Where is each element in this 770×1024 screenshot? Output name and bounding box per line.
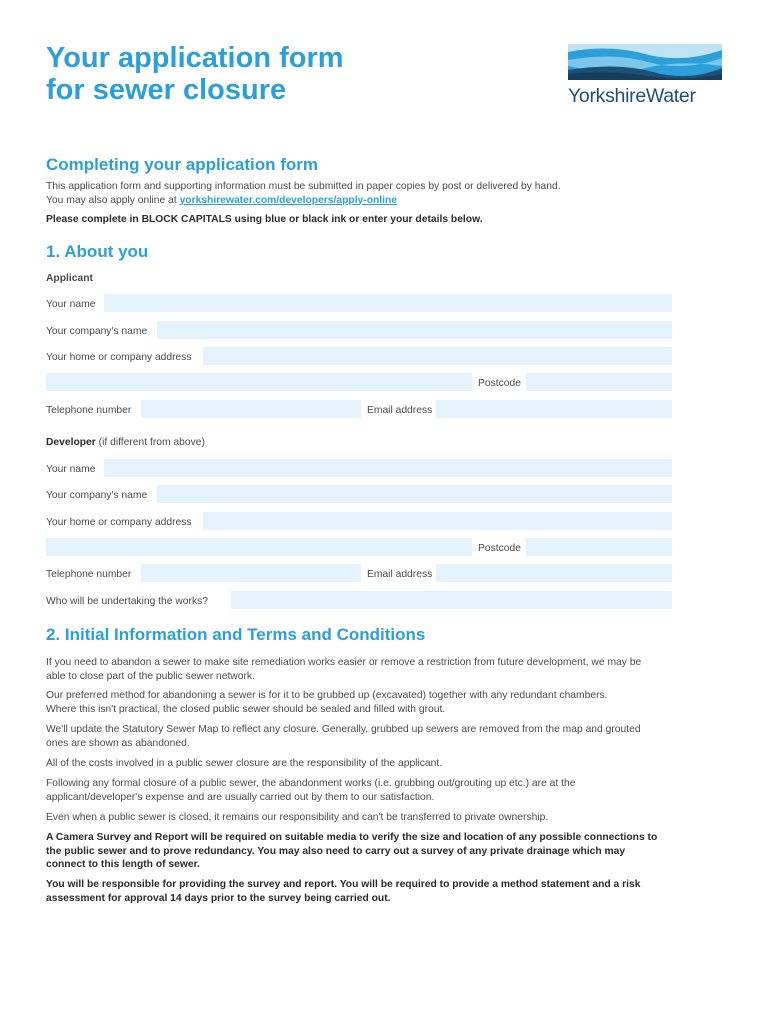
applicant-name-input[interactable]: [104, 294, 672, 312]
developer-telephone-input[interactable]: [141, 564, 361, 582]
applicant-postcode-label: Postcode: [478, 378, 521, 389]
applicant-label: Applicant: [46, 273, 93, 284]
developer-address-line-2-input[interactable]: [46, 538, 472, 556]
developer-email-input[interactable]: [436, 564, 672, 582]
terms-paragraph-5: Following any formal closure of a public sewer, the abandonment works (i.e. grubbing out/grouting up etc.) are at the applicant/developer's expense and are usually carried out by them to our satisfaction.: [46, 778, 576, 803]
intro-line-1: This application form and supporting information must be submitted in paper copies by post or delivered by hand.: [46, 181, 561, 192]
developer-label: Developer: [46, 437, 96, 448]
applicant-company-label: Your company's name: [46, 326, 148, 337]
developer-note: (if different from above): [95, 437, 205, 448]
applicant-telephone-input[interactable]: [141, 400, 361, 418]
applicant-telephone-label: Telephone number: [46, 405, 132, 416]
developer-email-label: Email address: [367, 569, 433, 580]
developer-name-label: Your name: [46, 464, 96, 475]
applicant-company-input[interactable]: [157, 321, 672, 339]
applicant-name-label: Your name: [46, 299, 96, 310]
intro-line-2-prefix: You may also apply online at: [46, 194, 180, 206]
undertaker-label: Who will be undertaking the works?: [46, 596, 208, 607]
about-you-heading: 1. About you: [46, 242, 149, 261]
apply-online-link[interactable]: yorkshirewater.com/developers/apply-online: [179, 194, 398, 206]
applicant-address-input[interactable]: [203, 347, 672, 365]
terms-paragraph-1: If you need to abandon a sewer to make site remediation works easier or remove a restriction from future development, we may be able to close part of the public sewer network.: [46, 657, 642, 682]
developer-heading: [46, 437, 205, 448]
developer-name-input[interactable]: [104, 459, 672, 477]
terms-paragraph-7: A Camera Survey and Report will be required on suitable media to verify the size and location of any possible connections to the public sewer and to prove redundancy. You may also need to carry out a survey of any private drainage which may connect to this length of sewer.: [46, 832, 658, 870]
developer-company-label: Your company's name: [46, 490, 148, 501]
terms-paragraph-4: All of the costs involved in a public sewer closure are the responsibility of the applicant.: [46, 758, 443, 769]
applicant-email-label: Email address: [367, 405, 433, 416]
undertaker-input[interactable]: [231, 591, 672, 609]
terms-paragraph-6: Even when a public sewer is closed, it remains our responsibility and can't be transferred to private ownership.: [46, 812, 549, 823]
developer-address-label: Your home or company address: [46, 517, 192, 528]
terms-heading: 2. Initial Information and Terms and Conditions: [46, 625, 426, 644]
applicant-email-input[interactable]: [436, 400, 672, 418]
terms-paragraph-3: We'll update the Statutory Sewer Map to reflect any closure. Generally, grubbed up sewers are removed from the map and grouted ones are shown as abandoned.: [46, 724, 641, 749]
terms-paragraph-2: Our preferred method for abandoning a sewer is for it to be grubbed up (excavated) together with any redundant chambers. Where this isn't practical, the closed public sewer should be sealed and filled with grout.: [46, 690, 608, 715]
developer-postcode-label: Postcode: [478, 543, 521, 554]
title-line-1: Your application form: [46, 42, 344, 74]
applicant-address-label: Your home or company address: [46, 352, 192, 363]
developer-postcode-input[interactable]: [526, 538, 672, 556]
developer-telephone-label: Telephone number: [46, 569, 132, 580]
developer-address-input[interactable]: [203, 512, 672, 530]
intro-text: [46, 180, 686, 207]
title-line-2: for sewer closure: [46, 74, 287, 106]
intro-heading: Completing your application form: [46, 155, 319, 174]
developer-company-input[interactable]: [157, 485, 672, 503]
applicant-postcode-input[interactable]: [526, 373, 672, 391]
terms-paragraph-8: You will be responsible for providing the survey and report. You will be required to provide a method statement and a risk assessment for approval 14 days prior to the survey being carried out.: [46, 879, 641, 904]
logo-wordmark: YorkshireWater: [568, 85, 696, 107]
page-title: [46, 42, 344, 106]
yorkshire-water-logo: [568, 44, 722, 108]
logo-waves-icon: [568, 44, 722, 80]
block-capitals-instruction: Please complete in BLOCK CAPITALS using blue or black ink or enter your details below.: [46, 214, 483, 225]
applicant-address-line-2-input[interactable]: [46, 373, 472, 391]
